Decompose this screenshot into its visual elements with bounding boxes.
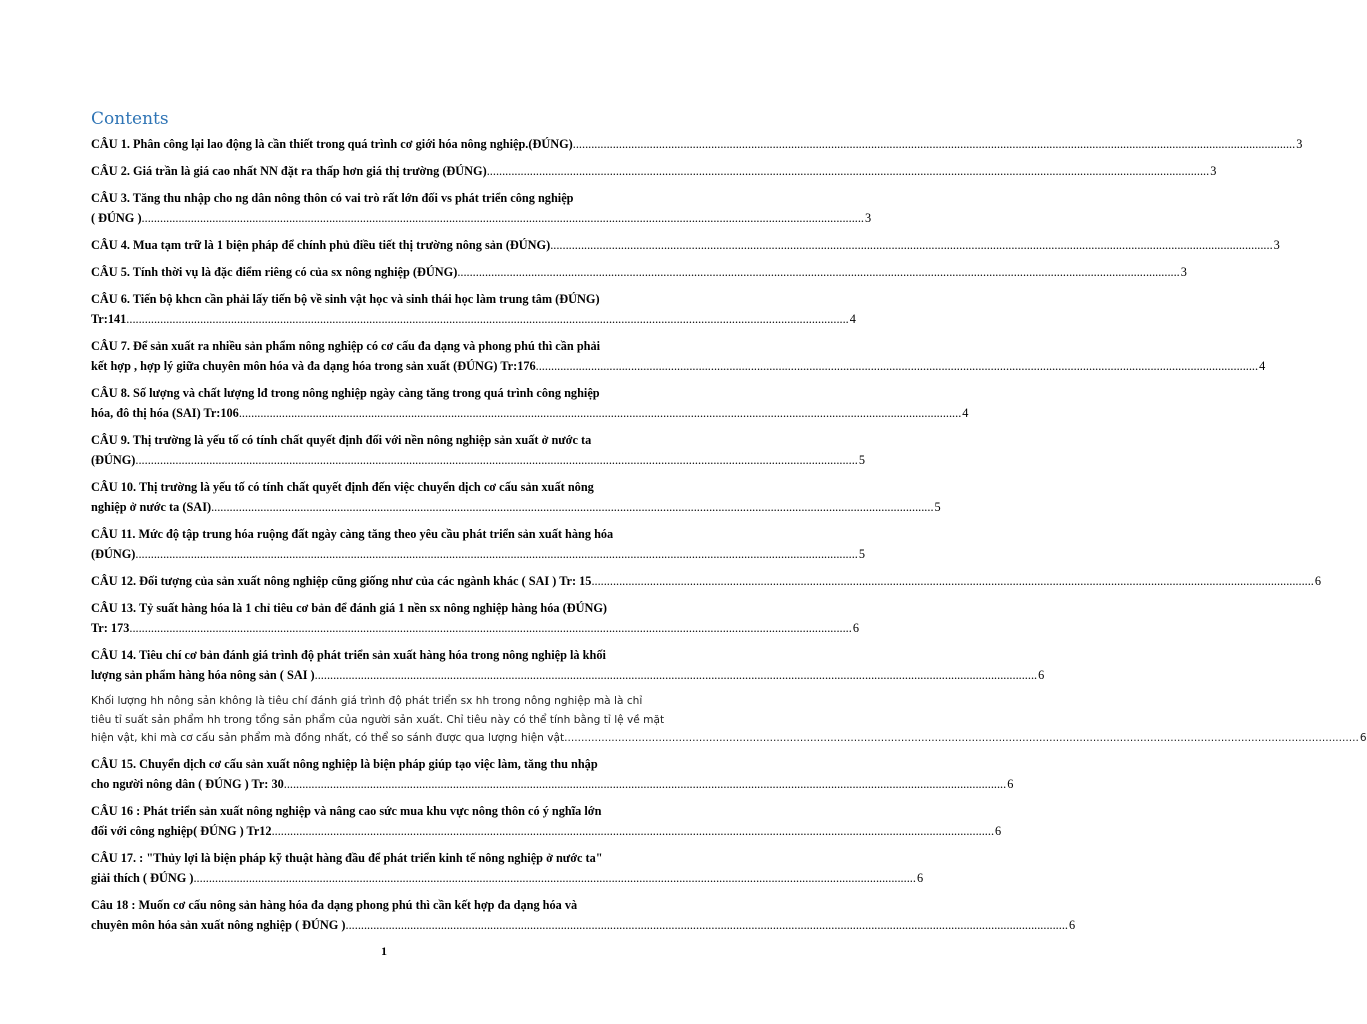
toc-page-ref: 3 — [1210, 164, 1217, 178]
dot-leader — [239, 403, 961, 423]
toc-entry[interactable] — [91, 754, 1014, 794]
toc-entry-text: Câu 18 : Muốn cơ cấu nông sản hàng hóa đa dạng phong phú thì cần kết hợp đa dạng hóa và — [91, 897, 578, 912]
dot-leader — [126, 309, 848, 329]
toc-entry[interactable] — [91, 645, 1045, 685]
toc-entry[interactable] — [91, 848, 924, 888]
dot-leader — [536, 356, 1258, 376]
dot-leader — [129, 618, 851, 638]
toc-entry-text: CÂU 17. : "Thủy lợi là biện pháp kỹ thuật hàng đầu để phát triển kinh tế nông nghiệp ở nước ta" — [91, 850, 603, 865]
toc-page-ref: 6 — [1038, 668, 1045, 682]
toc-title: Contents — [91, 109, 169, 129]
dot-leader — [211, 497, 933, 517]
toc-entry[interactable] — [91, 383, 969, 423]
toc-entry[interactable] — [91, 235, 1280, 255]
toc-page-ref: 4 — [849, 312, 856, 326]
dot-leader — [346, 915, 1068, 935]
toc-page-ref: 6 — [852, 621, 859, 635]
dot-leader — [272, 821, 994, 841]
toc-entry-text: Tr:141 — [91, 312, 127, 326]
toc-entry-text: CÂU 12. Đối tượng của sản xuất nông nghiệp cũng giống như của các ngành khác ( SAI ) Tr: 15 — [91, 574, 592, 588]
toc-entry[interactable] — [91, 801, 1002, 841]
toc-entry[interactable] — [91, 336, 1266, 376]
toc-entry-text: CÂU 13. Tỷ suất hàng hóa là 1 chỉ tiêu cơ bản để đánh giá 1 nền sx nông nghiệp hàng hóa (ĐÚNG) — [91, 601, 607, 615]
dot-leader — [135, 544, 857, 564]
dot-leader — [142, 208, 864, 228]
toc-entry[interactable] — [91, 289, 856, 329]
toc-entry[interactable] — [91, 188, 872, 228]
toc-entry-text: (ĐÚNG) — [91, 453, 136, 467]
toc-entry-text: CÂU 6. Tiến bộ khcn cần phải lấy tiến bộ về sinh vật học và sinh thái học làm trung tâm (ĐÚNG) — [91, 292, 600, 306]
toc-page-ref: 4 — [962, 406, 969, 420]
toc-entry-text: đối với công nghiệp( ĐÚNG ) Tr12 — [91, 823, 272, 838]
toc-entry-text: CÂU 2. Giá trần là giá cao nhất NN đặt ra thấp hơn giá thị trường (ĐÚNG) — [91, 164, 487, 178]
dot-leader — [568, 729, 1359, 748]
toc-entry-text: Khối lượng hh nông sản không là tiêu chí đánh giá trình độ phát triển sx hh trong nông nghiệp mà là chỉ — [91, 695, 643, 707]
toc-list — [91, 134, 1367, 942]
toc-entry-text: CÂU 9. Thị trường là yếu tố có tính chất quyết định đối với nền nông nghiệp sản xuất ở nước ta — [91, 433, 592, 447]
dot-leader — [487, 161, 1209, 181]
toc-page-ref: 6 — [916, 870, 924, 885]
toc-page-ref: 3 — [1273, 238, 1280, 252]
toc-page-ref: 5 — [858, 453, 866, 467]
toc-entry-text: kết hợp , hợp lý giữa chuyên môn hóa và đa dạng hóa trong sản xuất (ĐÚNG) Tr:176 — [91, 359, 536, 373]
dot-leader — [573, 134, 1295, 154]
toc-entry[interactable] — [91, 477, 941, 517]
toc-entry-text: nghiệp ở nước ta (SAI) — [91, 500, 212, 514]
dot-leader — [457, 262, 1179, 282]
toc-entry[interactable] — [91, 692, 1367, 748]
toc-entry[interactable] — [91, 571, 1322, 591]
toc-entry-text: hóa, đô thị hóa (SAI) Tr:106 — [91, 406, 239, 420]
toc-page-ref: 5 — [858, 547, 866, 561]
toc-page-ref: 6 — [1314, 574, 1322, 588]
toc-entry-text: chuyên môn hóa sản xuất nông nghiệp ( ĐÚNG ) — [91, 917, 346, 932]
toc-entry[interactable] — [91, 598, 859, 638]
toc-page-ref: 3 — [1296, 137, 1303, 151]
toc-entry[interactable] — [91, 134, 1303, 154]
toc-page-ref: 6 — [1068, 917, 1076, 932]
toc-entry-text: CÂU 8. Số lượng và chất lượng lđ trong nông nghiệp ngày càng tăng trong quá trình công nghiệp — [91, 386, 600, 400]
toc-page-ref: 6 — [995, 823, 1002, 838]
dot-leader — [193, 868, 915, 888]
toc-entry-text: giải thích ( ĐÚNG ) — [91, 870, 194, 885]
toc-entry[interactable] — [91, 262, 1187, 282]
toc-page-ref: 4 — [1259, 359, 1266, 373]
toc-entry-text: CÂU 14. Tiêu chí cơ bản đánh giá trình độ phát triển sản xuất hàng hóa trong nông nghiệp là khối — [91, 648, 606, 662]
toc-entry-text: ( ĐÚNG ) — [91, 211, 142, 225]
toc-page-ref: 6 — [1007, 776, 1014, 791]
toc-page-ref: 5 — [934, 500, 941, 514]
toc-entry-text: CÂU 3. Tăng thu nhập cho ng dân nông thôn có vai trò rất lớn đối vs phát triển công nghiệp — [91, 191, 574, 205]
toc-entry-text: CÂU 11. Mức độ tập trung hóa ruộng đất ngày càng tăng theo yêu cầu phát triển sản xuất hàng hóa — [91, 527, 614, 541]
toc-entry[interactable] — [91, 895, 1076, 935]
dot-leader — [135, 450, 857, 470]
toc-entry-text: tiêu tỉ suất sản phẩm hh trong tổng sản phẩm của người sản xuất. Chỉ tiêu này có thể tính bằng tỉ lệ về mặt — [91, 713, 665, 726]
dot-leader — [284, 774, 1006, 794]
toc-entry-text: hiện vật, khi mà cơ cấu sản phẩm mà đồng nhất, có thể so sánh được qua lượng hiện vật. — [91, 732, 568, 744]
toc-entry-text: CÂU 7. Để sản xuất ra nhiều sản phẩm nông nghiệp có cơ cấu đa dạng và phong phú thì cần phải — [91, 339, 601, 353]
toc-page-ref: 3 — [1180, 265, 1187, 279]
toc-page-ref: 3 — [865, 211, 872, 225]
toc-entry-text: CÂU 15. Chuyển dịch cơ cấu sản xuất nông nghiệp là biện pháp giúp tạo việc làm, tăng thu nhập — [91, 756, 598, 771]
dot-leader — [591, 571, 1313, 591]
toc-entry-text: CÂU 16 : Phát triển sản xuất nông nghiệp và nâng cao sức mua khu vực nông thôn có ý nghĩa lớn — [91, 803, 602, 818]
toc-entry[interactable] — [91, 430, 866, 470]
toc-entry-text: CÂU 4. Mua tạm trữ là 1 biện pháp để chính phủ điều tiết thị trường nông sản (ĐÚNG) — [91, 238, 551, 252]
page-number: 1 — [381, 944, 387, 958]
toc-entry[interactable] — [91, 161, 1217, 181]
toc-entry-text: CÂU 1. Phân công lại lao động là cần thiết trong quá trình cơ giới hóa nông nghiệp.(ĐÚNG) — [91, 137, 573, 151]
toc-entry-text: (ĐÚNG) — [91, 547, 136, 561]
toc-entry-text: CÂU 10. Thị trường là yếu tố có tính chất quyết định đến việc chuyển dịch cơ cấu sản xuất nông — [91, 480, 594, 494]
toc-page-ref: 6 — [1359, 732, 1367, 744]
dot-leader — [550, 235, 1272, 255]
toc-entry-text: CÂU 5. Tính thời vụ là đặc điểm riêng có của sx nông nghiệp (ĐÚNG) — [91, 265, 458, 279]
dot-leader — [315, 665, 1037, 685]
toc-entry-text: cho người nông dân ( ĐÚNG ) Tr: 30 — [91, 776, 284, 791]
toc-entry-text: lượng sản phẩm hàng hóa nông sản ( SAI ) — [91, 668, 315, 682]
toc-entry[interactable] — [91, 524, 866, 564]
toc-entry-text: Tr: 173 — [91, 621, 130, 635]
